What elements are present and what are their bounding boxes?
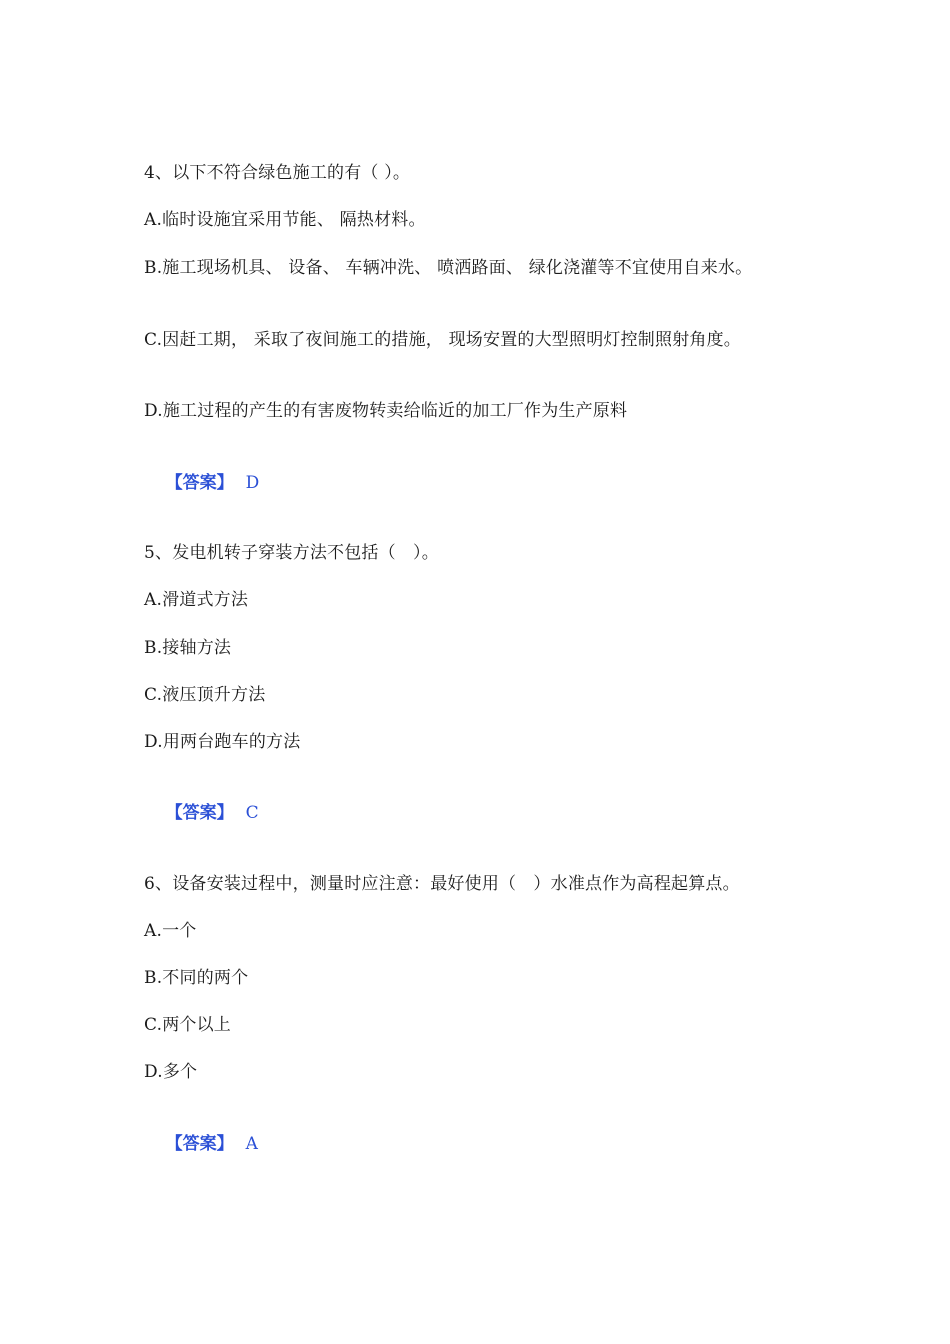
answer-value: A — [245, 1134, 258, 1154]
question-4-option-a: A.临时设施宜采用节能、 隔热材料。 — [144, 210, 426, 230]
question-6-option-a: A.一个 — [144, 921, 197, 941]
question-4-answer — [144, 447, 259, 519]
answer-label: 【答案】 — [165, 803, 234, 823]
question-5-option-d: D.用两台跑车的方法 — [144, 732, 301, 752]
question-6-option-c: C.两个以上 — [144, 1015, 232, 1035]
question-5-option-a: A.滑道式方法 — [144, 590, 249, 610]
question-5-stem: 5、发电机转子穿装方法不包括（ ）。 — [144, 543, 439, 563]
answer-value: D — [245, 473, 260, 493]
question-4-option-d: D.施工过程的产生的有害废物转卖给临近的加工厂作为生产原料 — [144, 401, 628, 421]
answer-label: 【答案】 — [165, 473, 234, 493]
question-5-option-c: C.液压顶升方法 — [144, 685, 266, 705]
question-6-option-d: D.多个 — [144, 1062, 198, 1082]
question-5-option-b: B.接轴方法 — [144, 638, 232, 658]
question-4-option-c: C.因赶工期， 采取了夜间施工的措施， 现场安置的大型照明灯控制照射角度。 — [144, 330, 742, 350]
question-6-stem: 6、设备安装过程中，测量时应注意：最好使用（ ）水准点作为高程起算点。 — [144, 874, 740, 894]
question-5-answer — [144, 777, 259, 849]
question-6-answer — [144, 1108, 258, 1180]
question-4-stem: 4、以下不符合绿色施工的有（ ）。 — [144, 163, 411, 183]
question-6-option-b: B.不同的两个 — [144, 968, 249, 988]
answer-value: C — [245, 803, 259, 823]
question-4-option-b: B.施工现场机具、 设备、 车辆冲洗、 喷洒路面、 绿化浇灌等不宜使用自来水。 — [144, 258, 753, 278]
answer-label: 【答案】 — [165, 1134, 234, 1154]
